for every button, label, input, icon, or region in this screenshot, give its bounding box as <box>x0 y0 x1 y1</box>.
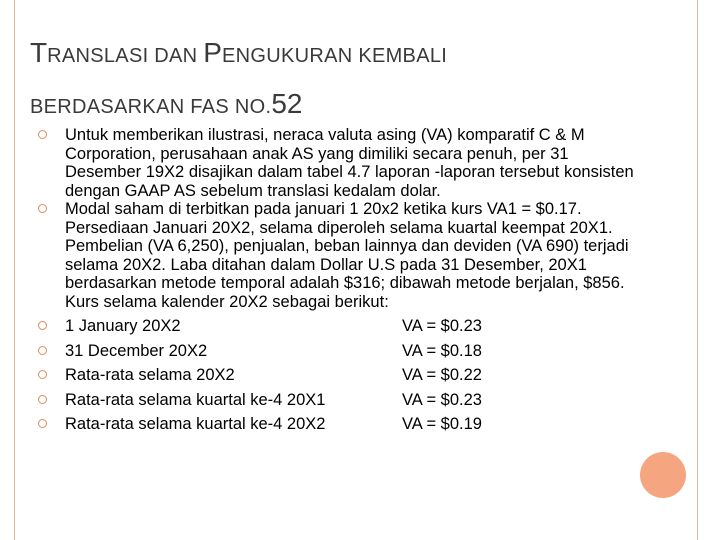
title-number: 52 <box>271 88 303 119</box>
rate-value: VA = $0.19 <box>402 415 482 433</box>
bullet-circle-icon <box>38 130 47 139</box>
rate-label: Rata-rata selama 20X2 <box>65 366 235 384</box>
title-text: ENGUKURAN KEMBALI <box>221 45 448 67</box>
bullet-circle-icon <box>38 321 47 330</box>
bullet-text: Modal saham di terbitkan pada januari 1 20x2 ketika kurs VA1 = $0.17. Persediaan Januari 20X2, selama diperoleh selama kuartal keempat 20X1. Pembelian (VA 6,250), penjualan, beban lainnya dan deviden (VA 690) terjadi selama 20X2. Laba ditahan dalam Dollar U.S pada 31 Desember, 20X1 berdasarkan metode temporal adalah $316; dibawah metode berjalan, $856. Kurs selama kalender 20X2 sebagai berikut: <box>65 200 629 311</box>
rate-value: VA = $0.23 <box>402 390 482 409</box>
rate-label: 1 January 20X2 <box>65 317 181 335</box>
bullet-circle-icon <box>38 204 47 213</box>
rate-row <box>38 415 638 434</box>
title-line-2 <box>30 81 670 132</box>
rate-value: VA = $0.18 <box>402 341 482 360</box>
bullet-item <box>38 126 638 200</box>
title-cap: P <box>203 37 222 68</box>
rate-label: Rata-rata selama kuartal ke-4 20X1 <box>65 390 326 409</box>
bullet-circle-icon <box>38 346 47 355</box>
title-cap: T <box>30 37 48 68</box>
rate-value: VA = $0.22 <box>402 366 482 384</box>
title-line-1 <box>30 30 670 81</box>
bullet-circle-icon <box>38 395 47 404</box>
slide-title <box>30 30 670 132</box>
rate-label: Rata-rata selama kuartal ke-4 20X2 <box>65 415 326 433</box>
bullet-text: Untuk memberikan ilustrasi, neraca valuta asing (VA) komparatif C & M Corporation, perusahaan anak AS yang dimiliki secara penuh, per 31 Desember 19X2 disajikan dalam tabel 4.7 laporan -laporan tersebut konsisten dengan GAAP AS sebelum translasi kedalam dolar. <box>65 126 634 200</box>
title-text: BERDASARKAN FAS NO. <box>30 96 272 118</box>
rate-row <box>38 342 638 361</box>
rate-row <box>38 366 638 385</box>
slide-content <box>38 126 638 434</box>
rate-row <box>38 317 638 336</box>
rate-label: 31 December 20X2 <box>65 341 208 360</box>
rate-row <box>38 391 638 410</box>
bullet-item <box>38 200 638 311</box>
decorative-circle-icon <box>640 452 686 498</box>
title-text: RANSLASI DAN <box>47 45 204 67</box>
rate-value: VA = $0.23 <box>402 317 482 335</box>
bullet-circle-icon <box>38 419 47 428</box>
bullet-circle-icon <box>38 370 47 379</box>
